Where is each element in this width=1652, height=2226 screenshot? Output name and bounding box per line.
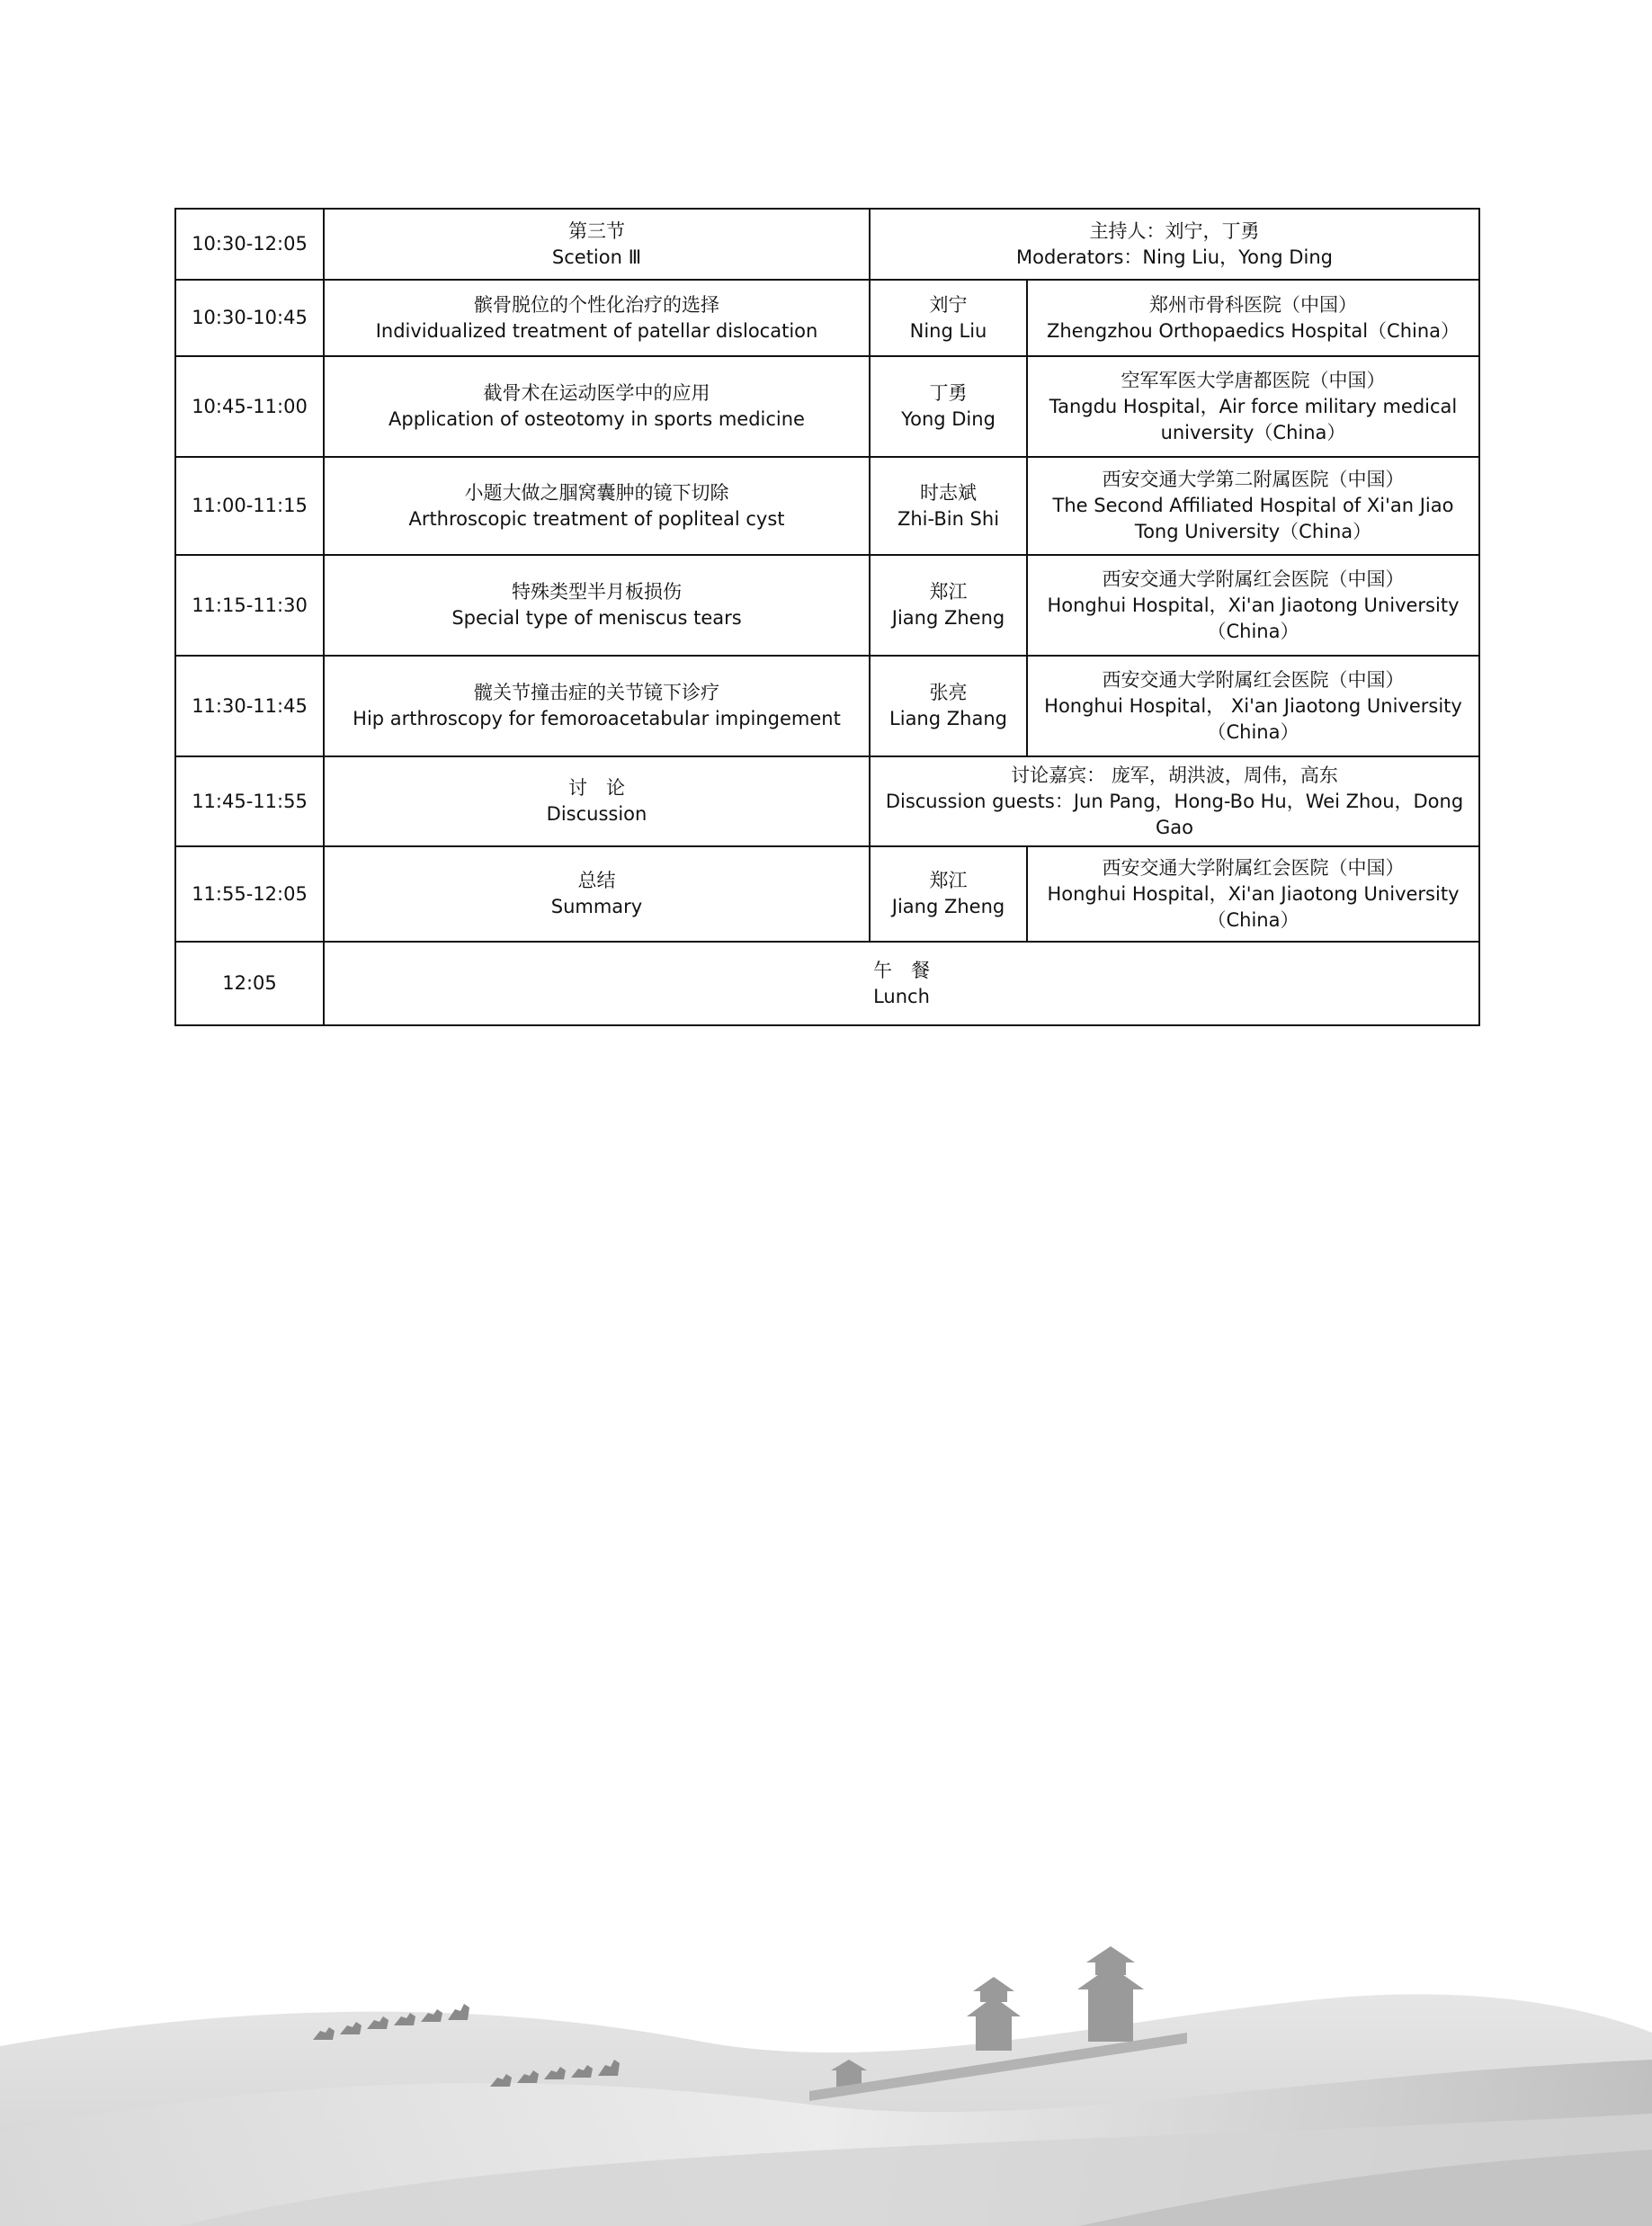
speaker-en: Jiang Zheng	[891, 607, 1005, 629]
summary-institution	[1027, 846, 1479, 942]
talk-institution	[1027, 656, 1479, 756]
lunch-title-en: Lunch	[873, 985, 930, 1007]
discussion-title-en: Discussion	[546, 803, 647, 825]
summary-row	[175, 846, 1479, 942]
speaker-zh: 时志斌	[920, 481, 977, 504]
talk-title	[324, 656, 870, 756]
talk-time: 11:00-11:15	[175, 457, 324, 555]
talk-speaker	[870, 656, 1027, 756]
institution-en: Honghui Hospital，Xi'an Jiaotong University（China）	[1047, 594, 1460, 642]
talk-time: 11:15-11:30	[175, 555, 324, 656]
section-title	[324, 209, 870, 280]
summary-title-en: Summary	[550, 896, 643, 917]
talk-speaker	[870, 457, 1027, 555]
discussion-title	[324, 756, 870, 846]
lunch-time: 12:05	[175, 942, 324, 1025]
talk-title	[324, 356, 870, 457]
talk-institution	[1027, 457, 1479, 555]
talk-row	[175, 656, 1479, 756]
speaker-zh: 郑江	[929, 581, 968, 603]
talk-speaker	[870, 280, 1027, 356]
section-moderators	[870, 209, 1479, 280]
lunch-title-zh: 午 餐	[873, 959, 930, 981]
talk-title	[324, 555, 870, 656]
section-title-en: Scetion Ⅲ	[551, 246, 642, 268]
talk-row	[175, 280, 1479, 356]
institution-zh: 郑州市骨科医院（中国）	[1149, 293, 1357, 316]
discussion-time: 11:45-11:55	[175, 756, 324, 846]
summary-time: 11:55-12:05	[175, 846, 324, 942]
talk-row	[175, 555, 1479, 656]
speaker-en: Yong Ding	[901, 408, 996, 430]
section-title-zh: 第三节	[568, 219, 625, 242]
guests-zh: 讨论嘉宾： 庞军，胡洪波，周伟，高东	[1011, 764, 1338, 786]
talk-title-en: Application of osteotomy in sports medicine	[388, 408, 805, 430]
talk-title-zh: 小题大做之腘窝囊肿的镜下切除	[464, 481, 729, 504]
talk-title-zh: 髋关节撞击症的关节镜下诊疗	[474, 682, 719, 703]
discussion-title-zh: 讨 论	[568, 777, 625, 799]
institution-zh: 空军军医大学唐都医院（中国）	[1121, 369, 1386, 391]
talk-title-zh: 特殊类型半月板损伤	[512, 581, 682, 603]
summary-title-zh: 总结	[577, 870, 616, 891]
talk-institution	[1027, 280, 1479, 356]
talk-title-en: Special type of meniscus tears	[451, 607, 742, 629]
speaker-zh: 刘宁	[929, 293, 968, 316]
speaker-en: Ning Liu	[909, 319, 987, 342]
discussion-guests	[870, 756, 1479, 846]
speaker-en: Liang Zhang	[889, 708, 1007, 729]
talk-title-en: Arthroscopic treatment of popliteal cyst	[408, 507, 785, 530]
moderators-zh: 主持人：刘宁，丁勇	[1089, 219, 1260, 242]
institution-en: Zhengzhou Orthopaedics Hospital（China）	[1046, 319, 1460, 342]
summary-speaker	[870, 846, 1027, 942]
speaker-en: Zhi-Bin Shi	[897, 507, 1000, 530]
talk-time: 11:30-11:45	[175, 656, 324, 756]
talk-institution	[1027, 356, 1479, 457]
talk-title	[324, 280, 870, 356]
institution-zh: 西安交通大学附属红会医院（中国）	[1102, 856, 1405, 879]
lunch-row	[175, 942, 1479, 1025]
guests-en: Discussion guests：Jun Pang，Hong-Bo Hu，Wei Zhou，Dong Gao	[885, 790, 1464, 838]
institution-zh: 西安交通大学附属红会医院（中国）	[1102, 568, 1405, 590]
institution-en: Honghui Hospital，Xi'an Jiaotong University（China）	[1047, 882, 1460, 931]
talk-speaker	[870, 356, 1027, 457]
section-time: 10:30-12:05	[175, 209, 324, 280]
speaker-en: Jiang Zheng	[891, 896, 1005, 917]
institution-zh: 西安交通大学附属红会医院（中国）	[1102, 668, 1405, 691]
talk-row	[175, 356, 1479, 457]
institution-en: Honghui Hospital， Xi'an Jiaotong University（China）	[1044, 694, 1462, 743]
lunch-title	[324, 942, 1479, 1025]
talk-row	[175, 457, 1479, 555]
talk-title-zh: 截骨术在运动医学中的应用	[483, 382, 710, 404]
speaker-zh: 张亮	[929, 682, 968, 703]
talk-title-en: Individualized treatment of patellar dislocation	[375, 319, 818, 342]
talk-institution	[1027, 555, 1479, 656]
moderators-en: Moderators：Ning Liu，Yong Ding	[1016, 246, 1333, 268]
desert-landscape-illustration	[0, 1934, 1652, 2226]
schedule-table	[174, 208, 1480, 1026]
speaker-zh: 郑江	[929, 870, 968, 891]
institution-en: Tangdu Hospital，Air force military medical university（China）	[1049, 395, 1458, 443]
discussion-row	[175, 756, 1479, 846]
institution-en: The Second Affiliated Hospital of Xi'an Jiao Tong University（China）	[1052, 495, 1454, 542]
talk-title-zh: 髌骨脱位的个性化治疗的选择	[474, 293, 719, 316]
speaker-zh: 丁勇	[929, 382, 968, 404]
section-row	[175, 209, 1479, 280]
talk-speaker	[870, 555, 1027, 656]
summary-title	[324, 846, 870, 942]
talk-time: 10:45-11:00	[175, 356, 324, 457]
talk-title	[324, 457, 870, 555]
talk-title-en: Hip arthroscopy for femoroacetabular impingement	[353, 708, 841, 729]
institution-zh: 西安交通大学第二附属医院（中国）	[1102, 469, 1405, 490]
talk-time: 10:30-10:45	[175, 280, 324, 356]
